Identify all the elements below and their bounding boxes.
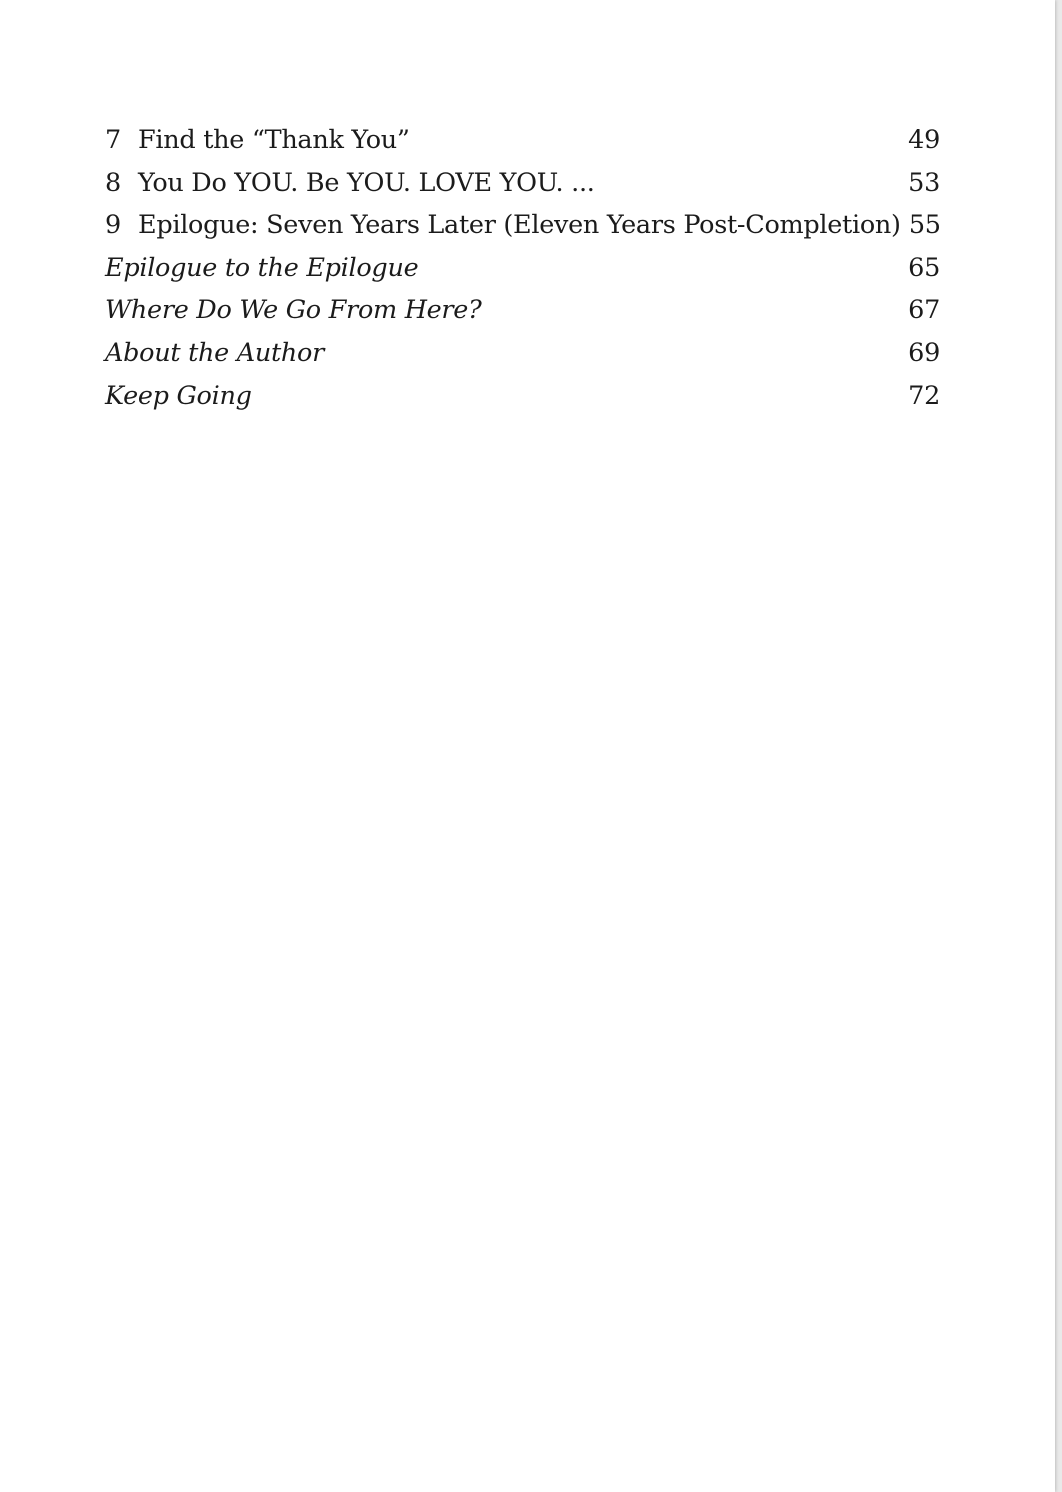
toc-entry-epilogue-to-the-epilogue[interactable] (105, 247, 940, 290)
section-title: About the Author (105, 337, 324, 368)
section-title: Keep Going (105, 380, 252, 411)
toc-entry-chapter-8[interactable] (105, 162, 940, 205)
toc-entry-chapter-7[interactable] (105, 119, 940, 162)
page-number: 55 (908, 210, 941, 241)
toc-entry-keep-going[interactable] (105, 375, 940, 418)
chapter-title: You Do YOU. Be YOU. LOVE YOU. ... (138, 167, 595, 198)
chapter-number: 8 (105, 167, 121, 198)
page-number: 69 (908, 337, 940, 368)
chapter-number: 9 (105, 210, 121, 241)
toc-entry-chapter-9[interactable] (105, 204, 940, 247)
section-title: Where Do We Go From Here? (105, 295, 482, 326)
chapter-number: 7 (105, 125, 121, 155)
toc-entry-where-do-we-go[interactable] (105, 289, 940, 332)
page-number: 49 (908, 125, 940, 155)
table-of-contents (105, 119, 940, 417)
section-title: Epilogue to the Epilogue (105, 252, 419, 283)
page-number: 65 (908, 252, 940, 283)
page-number: 53 (908, 167, 940, 198)
page-number: 67 (908, 295, 940, 326)
toc-entry-about-the-author[interactable] (105, 332, 940, 375)
chapter-title: Find the “Thank You” (138, 125, 410, 155)
page-number: 72 (908, 380, 940, 411)
chapter-title: Epilogue: Seven Years Later (Eleven Years Post-Completion) (138, 210, 901, 241)
